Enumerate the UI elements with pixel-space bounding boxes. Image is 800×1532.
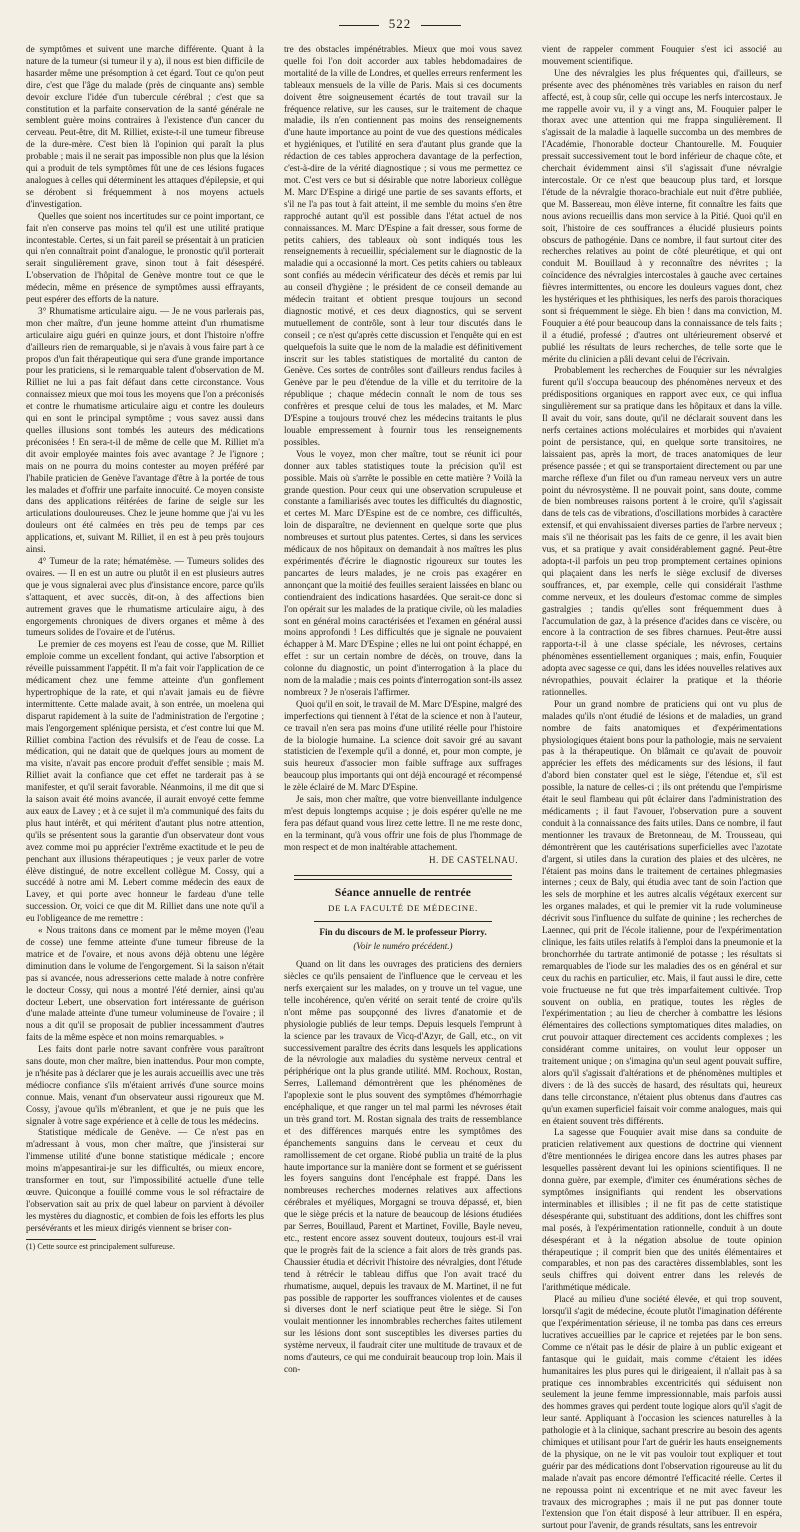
paragraph: vient de rappeler comment Fouquier s'est ici associé au mouvement scientifique.	[542, 44, 782, 66]
paragraph: « Nous traitons dans ce moment par le même moyen (l'eau de cosse) une femme atteinte d'une tumeur fibreuse de la matrice et de l'ovaire, et nous avons déjà obtenu une légère diminution dans le volume de l'engorgement. Si la saison n'était pas si avancée, nous adresserions cette malade à notre confrère le docteur Cossy, qui nous a montré l'été dernier, ainsi qu'au docteur Lebert, une observation fort intéressante de guérison d'une malade atteinte d'une tumeur volumineuse de l'ovaire ; il nous a dit qu'il se proposait de publier incessamment d'autres faits de la même espèce et non moins remarquables. »	[26, 925, 264, 1043]
column-3	[542, 44, 782, 1531]
section-sub-rule	[314, 921, 492, 922]
footnote-rule	[26, 1239, 96, 1240]
paragraph: Les faits dont parle notre savant confrère vous paraîtront sans doute, mon cher maître, bien inattendus. Pour mon compte, je n'hésite pas à déclarer que je les aurais accueillis avec une très médiocre confiance s'ils m'étaient arrivés d'une source moins connue. Mais, venant d'un observateur aussi rigoureux que M. Cossy, j'avoue qu'ils m'ébranlent, et que je ne puis que les signaler à votre sage expérience et à celle de tous les médecins.	[26, 1044, 264, 1126]
paragraph: Statistique médicale de Genève. — Ce n'est pas en m'adressant à vous, mon cher maître, que j'insisterai sur l'immense utilité d'une bonne statistique médicale ; encore moins m'appesantirai-je sur les difficultés, ou mieux encore, transformer en tout, sur l'impossibilité actuelle d'une telle œuvre. Quiconque a fouillé comme vous le sol réfractaire de l'observation sait au prix de quel labeur on parvient à dévoiler les mystères du diagnostic, et combien de fois les efforts les plus persévérants et les mieux dirigés viennent se briser con-	[26, 1127, 264, 1233]
paragraph: 3° Rhumatisme articulaire aigu. — Je ne vous parlerais pas, mon cher maître, d'un jeune homme atteint d'un rhumatisme articulaire aigu guéri en quinze jours, et dont l'histoire n'offre d'ailleurs rien de remarquable, si je n'avais à vous faire part à ce propos d'un fait thérapeutique qui sera d'une grande importance pour les praticiens, si le remarquable talent d'observation de M. Rilliet ne lui a pas fait défaut dans cette circonstance. Vous connaissez mieux que moi tous les moyens que l'on a préconisés et contre le rhumatisme articulaire aigu et contre les douleurs qui en sont le principal symptôme ; vous savez aussi dans quelles illusions sont tombés les auteurs des médications préconisées ! En sera-t-il de même de celle que M. Rilliet m'a dit avoir employée maintes fois avec avantage ? Je l'ignore ; mais on ne pourra du moins contester au moyen préféré par l'habile praticien de Genève l'avantage d'être à la portée de tous les malades et d'offrir une parfaite innocuité. Ce moyen consiste dans des applications réitérées de farine de seigle sur les articulations douloureuses. Chez le jeune homme que j'ai vu les douleurs ont été calmées en très peu de temps par ces applications, et, suivant M. Rilliet, il en est à peu près toujours ainsi.	[26, 305, 264, 555]
discourse-note: (Voir le numéro précédent.)	[353, 941, 453, 952]
paragraph: Vous le voyez, mon cher maître, tout se réunit ici pour donner aux tables statistiques toute la précision qu'il est possible. Mais où s'arrête le possible en cette matière ? Voilà la grande question. Pour ceux qui une observation scrupuleuse et constante a familiarisés avec toutes les difficultés du diagnostic, et certes M. Marc D'Espine est de ce nombre, ces difficultés, loin de disparaître, ne deviennent en quelque sorte que plus nombreuses et surtout plus patentes. Certes, si dans les services médicaux de nos hôpitaux on demandait à nos maîtres les plus expérimentés d'écrire le diagnostic rigoureux sur toutes les pancartes de leurs malades, je ne crois pas exagérer en annonçant que la moitié des feuilles seraient laissées en blanc ou contiendraient des indications hasardées. Que serait-ce donc si l'on opérait sur les malades de la pratique civile, où les maladies sont en général moins caractérisées et l'examen en général aussi moins approfondi ! Les difficultés que je signale ne pouvaient échapper à M. Marc D'Espine ; elles ne lui ont point échappé, en effet : sur un certain nombre de décès, on trouve, dans la colonne du diagnostic, un point d'interrogation à la place du nom de la maladie ; mais ces points d'interrogation sont-ils assez nombreux ? Je n'oserais l'affirmer.	[284, 448, 522, 697]
paragraph: Je sais, mon cher maître, que votre bienveillante indulgence m'est depuis longtemps acquise ; je dois espérer qu'elle ne me fera pas défaut quand vous lirez cette lettre. Il ne me reste donc, en la terminant, qu'à vous offrir une fois de plus l'hommage de mon respect et de mon inaltérable attachement.	[284, 794, 522, 852]
section-separator	[294, 875, 512, 880]
paragraph: Probablement les recherches de Fouquier sur les névralgies furent qu'il s'occupa beaucoup des phénomènes nerveux et des prédispositions organiques en rapport avec eux, ce qui influa singulièrement sur sa pratique dans les hôpitaux et dans la ville. Il avait du voir, sans doute, qu'il ne déclarait souvent dans les nerfs certaines actions moléculaires et morbides qui n'avaient point de persistance, qui, en quelque sorte transitoires, ne laissaient pas, après la mort, de traces anatomiques de leur présence passée ; et qui se transportaient directement ou par une marche réflexe d'un filet ou d'un rameau nerveux vers un autre point du névrosystème. Il ne pouvait point, sans doute, comme de bien nombreuses raisons portent à le croire, qu'il s'agissait dans de tels cas de vibrations, d'oscillations morbides à caractère extensif, et qui envahissaient diverses parties de l'arbre nerveux ; mais s'il ne théorisait pas les faits de ce genre, il les avait bien vus, et sa pratique y avait considérablement gagné. Peut-être adopta-t-il parfois un peu trop promptement certaines opinions qui plaçaient dans les nerfs le siège exclusif de diverses souffrances, et, par exemple, celle qui considérait l'asthme comme nerveux, et les douleurs d'estomac comme de simples gastralgies ; tandis qu'elles sont fréquemment dues à l'accumulation de gaz, à la présence d'acides dans ce viscère, ou encore à la contraction de ses fibres charnues. Peut-être aussi rapporta-t-il à une classe spéciale, les névroses, certains phénomènes essentiellement organiques ; mais, enfin, Fouquier adopta avec sagesse ce qui, dans les idées nouvelles relatives aux névropathies, pouvait éclairer la pratique et la théorie rationnelles.	[542, 365, 782, 697]
section-title: Séance annuelle de rentrée	[334, 886, 472, 899]
page-number-rule-left	[339, 25, 379, 26]
discourse-title: Fin du discours de M. le professeur Piorry.	[319, 927, 487, 938]
paragraph: 4° Tumeur de la rate; hématémèse. — Tumeurs solides des ovaires. — Il en est un autre ou plutôt il en est plusieurs autres que je vous signalerai avec plus d'insistance encore, parce qu'ils s'attaquent, et avec succès, dit-on, à des affections bien autrement graves que le rhumatisme articulaire aigu, à des engorgements chroniques de divers organes et même à des tumeurs solides de l'ovaire et de l'utérus.	[26, 555, 264, 638]
paragraph: La sagesse que Fouquier avait mise dans sa conduite de praticien relativement aux questions de doctrine qui viennent d'être mentionnées le dirigea encore dans les autres phases par lesquelles passèrent devant lui les opinions scientifiques. Il ne donna guère, par exemple, d'imiter ces énumérations sèches de symptômes insignifiants qui rendent les observations interminables et illisibles ; il ne fit pas de cette statistique désespérante qui, substituant des additions, dont les chiffres sont mal posés, à l'expérimentation rationnelle, conduit à un doute désespérant et à la négation absolue de toute opinion thérapeutique ; il comprit bien que des unités élémentaires et comparables, et non pas des caractères dissemblables, sont les seuls chiffres qui doivent entrer dans les relevés de l'arithmétique médicale.	[542, 1127, 782, 1293]
paragraph: Placé au milieu d'une société élevée, et qui trop souvent, lorsqu'il s'agit de médecine, écoute plutôt l'imagination déférente que l'expérimentation sérieuse, il ne tomba pas dans ces erreurs lucratives accueillies par le caprice et rejetées par le bon sens. Comme ce n'était pas le désir de plaire à un public exigeant et fantasque qui le guidait, mais comme c'étaient les idées humanitaires les plus pures qui le dirigeaient, il n'allait pas à sa pratique ces innombrables excentricités qui séduisent non seulement la jeune femme impressionnable, mais parfois aussi des hommes graves qui perdent toute logique alors qu'il s'agit de leur santé. Appliquant à l'occasion les sciences naturelles à la pathologie et à la clinique, sachant prescrire au besoin des agents chimiques et utilisant pour l'art de guérir les hauts enseignements de la physique, on ne le vit pas vouloir tout expliquer et tout guérir par des médications dont l'observation rigoureuse au lit du malade n'avait pas encore démontré l'efficacité réelle. Certes il ne repoussa point ni excentrique et ne mit avec faveur les travaux des micrographes ; mais il ne put pas donner toute l'extension que l'on était disposé à leur attribuer. Il en espéra, surtout pour l'avenir, de grands résultats, sans les entrevoir	[542, 1294, 782, 1531]
page-number	[0, 16, 800, 32]
paragraph: Quoi qu'il en soit, le travail de M. Marc D'Espine, malgré des imperfections qui tiennent à l'état de la science et non à l'auteur, ce travail n'en sera pas moins d'une utilité réelle pour l'histoire de la biologie humaine. La science doit savoir gré au savant statisticien de l'exemple qu'il a donné, et, pour mon compte, je suis heureux d'associer mon faible suffrage aux suffrages beaucoup plus importants qui ont déjà encouragé et récompensé le zèle éclairé de M. Marc D'Espine.	[284, 698, 522, 793]
paragraph: Quand on lit dans les ouvrages des praticiens des derniers siècles ce qu'ils pensaient de l'influence que le cerveau et les nerfs exerçaient sur les malades, on y trouve un tel vague, une telle incohérence, qu'en vérité on serait tenté de croire qu'ils n'ont même pas soupçonné des livres d'anatomie et de physiologie publiés de leur temps. Depuis lesquels l'emprunt à la science par les travaux de Vicq-d'Azyr, de Gall, etc., on vit successivement paraître des écrits dans lesquels les applications de la névrologie aux maladies du système nerveux central et périphérique ont la plus grande utilité. MM. Rochoux, Rostan, Serres, Lallemand démontrèrent que les phénomènes de l'apoplexie sont le plus souvent des symptômes d'hémorrhagie encéphalique, et que ranger un tel mal parmi les névroses était un très grand tort. M. Rostan signala des traits de ressemblance et des différences marqués entre les symptômes des épanchements sanguins dans le cerveau et ceux du ramollissement de cet organe. Riobé publia un traité de la plus haute importance sur la manière dont se forment et se guérissent les foyers sanguins dont l'encéphale est frappé. Dans les nombreuses recherches modernes relatives aux affections cérébrales et myéliques, Morgagni se trouva dépassé, et, bien que le siège précis et la nature de beaucoup de lésions étudiées par Serres, Bouillaud, Parent et Martinet, Foville, Bayle neveu, etc., restent encore assez souvent douteux, toujours est-il vrai que le progrès fait de la science a fait alors de très grands pas. Chaussier étudia et décrivit l'histoire des névralgies, dont l'étude tend à rétrécir le tableau diffus que l'on avait tracé du rhumatisme, auquel, depuis les travaux de M. Martinet, il ne fut pas possible de rapporter les souffrances violentes et de causes si diverses dont le nerf sciatique peut être le siège. Si l'on voulait mentionner les innombrables recherches faites utilement sur les lésions dont sont susceptibles les diverses parties du système nerveux, il faudrait citer une multitude de travaux et de noms d'auteurs, ce qui me conduirait beaucoup trop loin. Mais il con-	[284, 959, 522, 1374]
paragraph: Le premier de ces moyens est l'eau de cosse, que M. Rilliet emploie comme un excellent fondant, qui active l'absorption et réveille puissamment l'appétit. Il m'a fait voir l'application de ce médicament chez une femme atteinte d'un gonflement hypertrophique de la rate, et qui n'avait jamais eu de fièvre intermittente. Cette malade avait, à son entrée, un moelena qui disparut rapidement à la suite de l'administration de l'ergotine ; mais l'engorgement splénique persista, et c'est contre lui que M. Rilliet combina l'action des révulsifs et de l'eau de cosse. La médication, qui ne datait que de quelques jours au moment de ma visite, n'avait pas encore produit d'effet sensible ; mais M. Rilliet avait la confiance que cet effet ne tarderait pas à se manifester, et qu'il serait favorable. Néanmoins, il me dit que si la saison avait été moins avancée, il aurait envoyé cette femme aux eaux de Lavey ; et à ce sujet il m'a communiqué des faits du plus haut intérêt, et qui méritent d'autant plus notre attention, qu'ils se présentent sous la garantie d'un observateur dont vous avez comme moi pu apprécier l'extrême exactitude et le peu de penchant aux illusions thérapeutiques ; je veux parler de votre élève distingué, de notre excellent collègue M. Cossy, qui a succédé à notre ami M. Lebert comme médecin des eaux de Lavey, et qui porte avec honneur le fardeau d'une telle succession. Or, voici ce que dit M. Rilliet dans une note qu'il a eu l'obligeance de me remettre :	[26, 639, 264, 924]
page-number-rule-right	[421, 25, 461, 26]
page-number-text: 522	[388, 16, 412, 31]
column-3-body	[542, 44, 782, 1532]
paragraph: Quelles que soient nos incertitudes sur ce point important, ce fait n'en conserve pas moins tel qu'il est une utilité pratique incontestable. Certes, si un fait pareil se présentait à un praticien qui n'en connaîtrait point d'analogue, le pronostic qu'il porterait serait singulièrement grave, sinon tout à fait désespéré. L'observation de l'hôpital de Genève montre tout ce que le médecin, même en présence de symptômes aussi effrayants, peut espérer des efforts de la nature.	[26, 210, 264, 305]
paragraph: Une des névralgies les plus fréquentes qui, d'ailleurs, se présente avec des phénomènes très variables en raison du nerf affecté, est, à coup sûr, celle qui occupe les nerfs intercostaux. Je me rappelle avoir vu, il y a vingt ans, M. Fouquier palper le thorax avec une attention qui me frappa singulièrement. Il s'agissait de la maladie à laquelle succomba un des membres de l'Académie, l'honorable docteur Chantourelle. M. Fouquier pressait successivement tout le bord inférieur de chaque côte, et cherchait évidemment ainsi s'il s'agissait d'une névralgie intercostale. Or ce n'est que beaucoup plus tard, et lorsque l'étude de la névralgie thoraco-brachiale eut nuit d'être publiée, que M. Bassereau, mon élève interne, fit connaître les faits que nous avions recueillis dans mon service à la Pitié. Quoi qu'il en soit, l'histoire de ces souffrances a élucidé plusieurs points obscurs de pathogénie. Dans ce nombre, il faut surtout citer des recherches relatives au point de côté pleurétique, et qui ont conduit M. Bouillaud à y reconnaître des névrites ; la coïncidence des névralgies intercostales à gauche avec certaines fièvres intermittentes, ou encore les douleurs vagues dont, chez les hystériques et les phthisiques, les nerfs des parois thoraciques sont si fréquemment le siège. Eh bien ! dans ma conviction, M. Fouquier a été pour beaucoup dans la connaissance de tels faits ; il a étudié, professé ; d'autres ont ultérieurement observé et publié les résultats de leurs recherches, de telle sorte que le mérite du clinicien a pâli devant celui de l'écrivain.	[542, 67, 782, 364]
column-2	[284, 44, 522, 1374]
footnote: (1) Cette source est principalement sulfureuse.	[26, 1241, 175, 1251]
paragraph: de symptômes et suivent une marche différente. Quant à la nature de la tumeur (si tumeur il y a), il nous est bien difficile de hasarder même une présomption à cet égard. Tout ce qu'on peut dire, c'est que l'âge du malade (près de cinquante ans) semble devoir exclure l'idée d'un tubercule cérébral ; c'est que sa constitution et la parfaite conservation de la santé générale ne semblent guère moins contraires à l'existence d'un cancer du cerveau. Peut-être, dit M. Rilliet, existe-t-il une tumeur fibreuse de la dure-mère. C'est bien là l'opinion qui paraît la plus probable ; mais il ne serait pas impossible non plus que la lésion qui a produit de tels symptômes fût une de ces lésions fugaces analogues à celles qui déterminent les attaques d'épilepsie, et qui se dérobent si fréquemment à nos moyens actuels d'investigation.	[26, 44, 264, 209]
paragraph: Pour un grand nombre de praticiens qui ont vu plus de malades qu'ils n'ont étudié de lésions et de maladies, un grand nombre de faits anatomiques et d'expérimentations physiologiques étaient bons pour la pathologie, mais ne servaient pas à la thérapeutique. On blâmait ce qu'avait de pouvoir apprécier les effets des médicaments sur des lésions, il faut d'abord bien constater quel est le siège, l'étendue et, s'il est possible, la nature de celles-ci ; ils ont prétendu que l'empirisme était le seul flambeau qui pût éclairer dans l'administration des médicaments ; il faut l'avouer, l'observation pure a souvent conduit à la connaissance des faits utiles. Dans ce nombre, il faut mentionner les travaux de Bretonneau, de M. Trousseau, qui démontrèrent que les cautérisations superficielles avec l'azotate d'argent, si utiles dans la curation des plaies et des ulcères, ne l'étaient pas moins dans le traitement de certaines phlegmasies internes ; ceux de Baly, qui étudia avec tant de soin l'action que les sels de morphine et les autres alcalis végétaux exercent sur les organes malades, et qui le premier vit la rude volumineuse décrivit sous l'influence du sulfate de quinine ; les recherches de Laennec, qui prit de l'école italienne, pour de l'expérimentation clinique, les faits utiles relatifs à l'emploi dans la pneumonie et la bronchorrhée du tartrate antimonié de potasse ; les résultats si remarquables de l'iode sur les maladies des os en général et sur ceux du rachis en particulier, etc. Mais, il faut aussi le dire, cette voie fructueuse ne fut que très imparfaitement cultivée. Trop souvent on oublia, en pratique, toutes les règles de l'expérimentation ; au lieu de chercher à combattre les lésions élémentaires des collections symptomatiques dites maladies, on crut pouvoir attaquer directement ces accidents complexes ; les considérant comme unitaires, on voulut leur opposer un traitement unique ; on s'imagina qu'un seul agent pouvait suffire, alors qu'il s'agissait d'altérations et de phénomènes multiples et divers : de là des succès de hasard, des résultats qui, heureux dans telle circonstance, n'étaient plus obtenus dans d'autres cas qu'un examen superficiel faisait voir comme analogues, mais qui en étaient souvent très différents.	[542, 698, 782, 1126]
column-2-body	[284, 44, 522, 854]
column-1-body	[26, 44, 264, 1235]
letter-signature: H. DE CASTELNAU.	[429, 854, 518, 865]
section-subtitle: DE LA FACULTÉ DE MÉDECINE.	[327, 903, 479, 914]
paragraph: tre des obstacles impénétrables. Mieux que moi vous savez quelle foi l'on doit accorder aux tables hebdomadaires de mortalité de la ville de Londres, et quelles erreurs renferment les tableaux mensuels de la ville de Paris. Mais si ces documents doivent être soigneusement écartés de tout travail sur la fréquence relative, sur les causes, sur le traitement de chaque maladie, ils n'en contiennent pas moins des renseignements d'une haute importance au point de vue des questions médicales et hygiéniques, et l'utilité en sera d'autant plus grande que la rédaction de ces tables approchera davantage de la perfection, c'est-à-dire de la vérité diagnostique ; si vous me permettez ce mot. C'est vers ce but si désirable que notre laborieux collègue M. Marc D'Espine a dirigé une partie de ses savants efforts, et s'il ne l'a pas tout à fait atteint, il me semble du moins s'en être rapproché autant qu'il est possible dans l'état actuel de nos connaissances. M. Marc D'Espine a fait dresser, sous forme de petits cahiers, des tableaux où sont indiqués tous les renseignements à recueillir, spécialement sur le diagnostic de la maladie qui a occasionné la mort. Ces petits cahiers ou tableaux sont confiés au médecin vérificateur des décès et remis par lui au conseil d'hygiène ; le président de ce conseil demande au médecin traitant et obtient presque toujours un second diagnostic motivé, et ces deux diagnostics, qui se servent mutuellement de contrôle, sont à leur tour discutés dans le conseil ; ce n'est qu'après cette discussion et l'enquête qui en est quelquefois la suite que le nom de la maladie est définitivement inscrit sur les tables statistiques de mortalité du canton de Genève. Ces sortes de contrôles sont d'ailleurs rendus faciles à Genève par le peu d'étendue de la ville et du territoire de la république ; chaque médecin connaît le nom de tous ses confrères et presque celui de tous les malades, et M. Marc D'Espine a toujours trouvé chez les médecins traitants le plus louable empressement à fournir tous les renseignements possibles.	[284, 44, 522, 447]
column-1	[26, 44, 264, 1251]
column-2-after-body	[284, 959, 522, 1376]
